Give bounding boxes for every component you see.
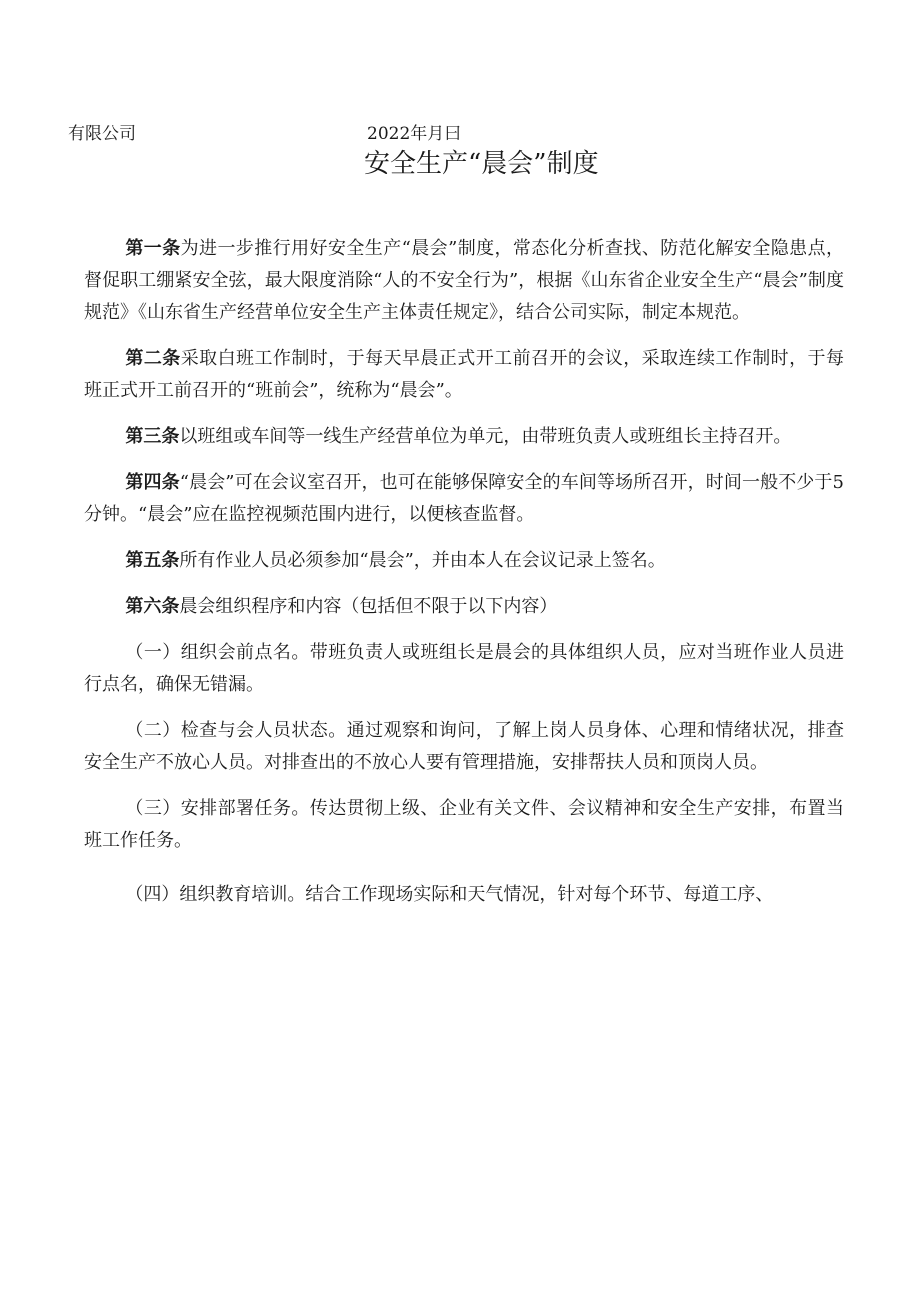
article-number: 第一条 [125, 238, 181, 259]
paragraph-text: 以班组或车间等一线生产经营单位为单元，由带班负责人或班组长主持召开。 [179, 426, 792, 447]
paragraph-text: 晨会组织程序和内容（包括但不限于以下内容） [179, 596, 558, 617]
paragraph-text: （四）组织教育培训。结合工作现场实际和天气情况，针对每个环节、每道工序、 [125, 884, 774, 905]
document-body [84, 233, 844, 911]
article-number: 第三条 [125, 426, 180, 447]
article-number: 第六条 [125, 596, 180, 617]
article-number: 第五条 [125, 550, 180, 571]
article-number: 第四条 [125, 472, 180, 493]
company-name: 有限公司 [68, 124, 136, 144]
paragraph-text: 所有作业人员必须参加“晨会”，并由本人在会议记录上签名。 [179, 550, 666, 571]
paragraph-article-6 [84, 591, 844, 623]
paragraph-item-2 [84, 715, 844, 779]
paragraph-text: 为进一步推行用好安全生产“晨会”制度，常态化分析查找、防范化解安全隐患点，督促职工绷紧安全弦，最大限度消除“人的不安全行为”，根据《山东省企业安全生产“晨会”制度规范》《山东省生产经营单位安全生产主体责任规定》，结合公司实际，制定本规范。 [84, 238, 844, 323]
paragraph-article-4 [84, 467, 844, 531]
paragraph-item-3 [84, 793, 844, 857]
paragraph-article-5 [84, 545, 844, 577]
paragraph-text: （二）检查与会人员状态。通过观察和询问，了解上岗人员身体、心理和情绪状况，排查安全生产不放心人员。对排查出的不放心人要有管理措施，安排帮扶人员和顶岗人员。 [84, 720, 844, 773]
paragraph-article-3 [84, 421, 844, 453]
paragraph-text: （一）组织会前点名。带班负责人或班组长是晨会的具体组织人员，应对当班作业人员进行点名，确保无错漏。 [84, 642, 844, 695]
document-date: 2022年月曰 [367, 124, 462, 144]
paragraph-item-1 [84, 637, 844, 701]
paragraph-text: 采取白班工作制时，于每天早晨正式开工前召开的会议，采取连续工作制时，于每班正式开工前召开的“班前会”，统称为“晨会”。 [84, 348, 844, 401]
paragraph-text: “晨会”可在会议室召开，也可在能够保障安全的车间等场所召开，时间一般不少于5分钟。“晨会”应在监控视频范围内进行，以便核查监督。 [84, 472, 844, 525]
paragraph-article-2 [84, 343, 844, 407]
paragraph-article-1 [84, 233, 844, 329]
paragraph-item-4 [84, 879, 844, 911]
article-number: 第二条 [125, 348, 181, 369]
document-title: 安全生产“晨会”制度 [364, 149, 599, 179]
paragraph-text: （三）安排部署任务。传达贯彻上级、企业有关文件、会议精神和安全生产安排，布置当班工作任务。 [84, 798, 844, 851]
